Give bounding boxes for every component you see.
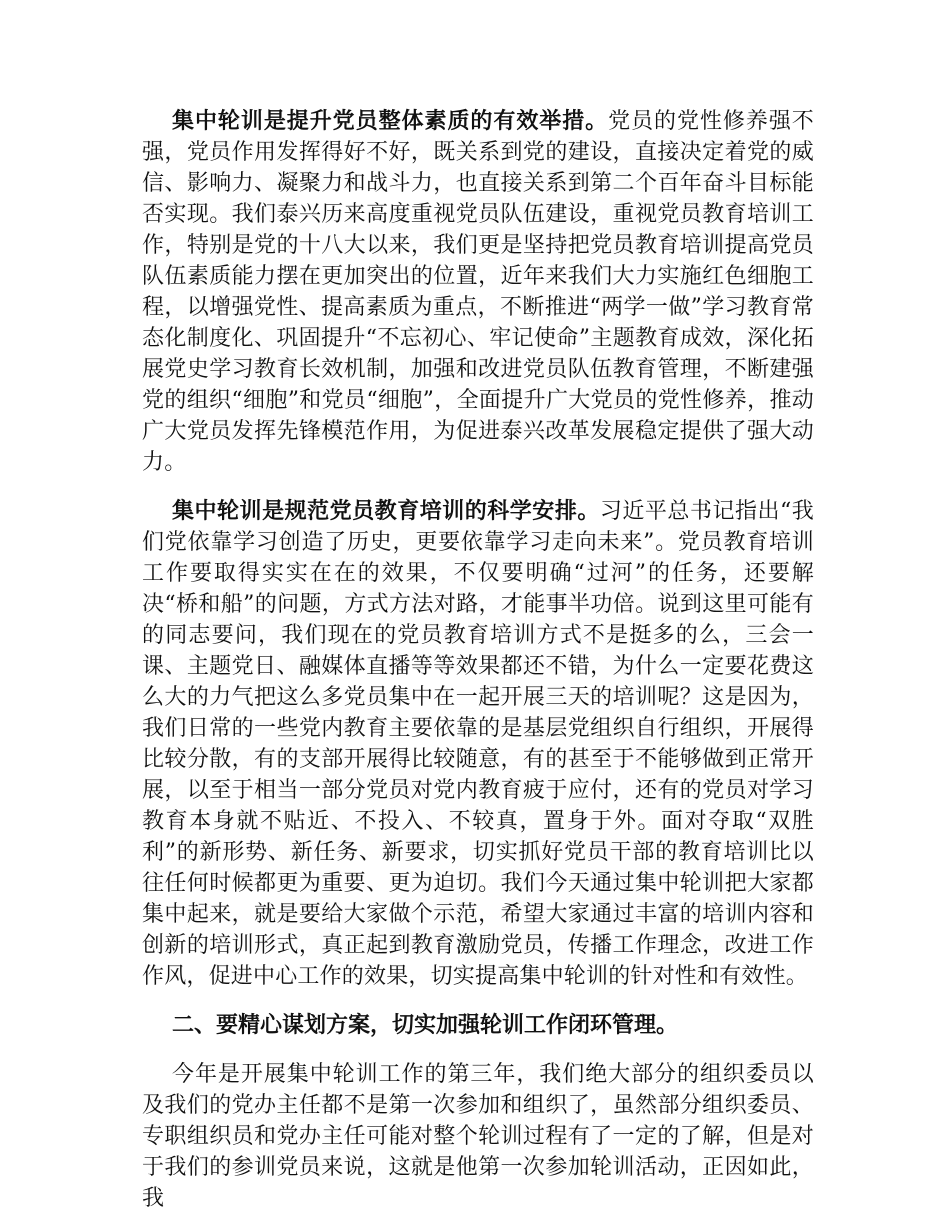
paragraph-2: [142, 496, 814, 992]
paragraph-1-lead: 集中轮训是提升党员整体素质的有效举措。: [172, 108, 609, 134]
paragraph-1: [142, 106, 814, 478]
section-heading-text: 二、要精心谋划方案，切实加强轮训工作闭环管理。: [172, 1012, 679, 1038]
paragraph-3: [142, 1059, 814, 1214]
paragraph-3-text: 今年是开展集中轮训工作的第三年，我们绝大部分的组织委员以及我们的党办主任都不是第一次参加和组织了，虽然部分组织委员、专职组织员和党办主任可能对整个轮训过程有了一定的了解，但是对于我们的参训党员来说，这就是他第一次参加轮训活动，正因如此，我: [142, 1062, 814, 1211]
paragraph-2-lead: 集中轮训是规范党员教育培训的科学安排。: [172, 498, 600, 524]
paragraph-2-text: 习近平总书记指出“我们党依靠学习创造了历史，更要依靠学习走向未来”。党员教育培训工作要取得实实在在的效果，不仅要明确“过河”的任务，还要解决“桥和船”的问题，方式方法对路，才能事半功倍。说到这里可能有的同志要问，我们现在的党员教育培训方式不是挺多的么，三会一课、主题党日、融媒体直播等等效果都还不错，为什么一定要花费这么大的力气把这么多党员集中在一起开展三天的培训呢？这是因为，我们日常的一些党内教育主要依靠的是基层党组织自行组织，开展得比较分散，有的支部开展得比较随意，有的甚至于不能够做到正常开展，以至于相当一部分党员对党内教育疲于应付，还有的党员对学习教育本身就不贴近、不投入、不较真，置身于外。面对夺取“双胜利”的新形势、新任务、新要求，切实抓好党员干部的教育培训比以往任何时候都更为重要、更为迫切。我们今天通过集中轮训把大家都集中起来，就是要给大家做个示范，希望大家通过丰富的培训内容和创新的培训形式，真正起到教育激励党员，传播工作理念，改进工作作风，促进中心工作的效果，切实提高集中轮训的针对性和有效性。: [142, 499, 814, 989]
paragraph-1-text: 党员的党性修养强不强，党员作用发挥得好不好，既关系到党的建设，直接决定着党的威信、影响力、凝聚力和战斗力，也直接关系到第二个百年奋斗目标能否实现。我们泰兴历来高度重视党员队伍建设，重视党员教育培训工作，特别是党的十八大以来，我们更是坚持把党员教育培训提高党员队伍素质能力摆在更加突出的位置，近年来我们大力实施红色细胞工程，以增强党性、提高素质为重点，不断推进“两学一做”学习教育常态化制度化、巩固提升“不忘初心、牢记使命”主题教育成效，深化拓展党史学习教育长效机制，加强和改进党员队伍教育管理，不断建强党的组织“细胞”和党员“细胞”，全面提升广大党员的党性修养，推动广大党员发挥先锋模范作用，为促进泰兴改革发展稳定提供了强大动力。: [142, 109, 814, 475]
section-heading: [142, 1010, 814, 1041]
document-body: [142, 106, 814, 1232]
